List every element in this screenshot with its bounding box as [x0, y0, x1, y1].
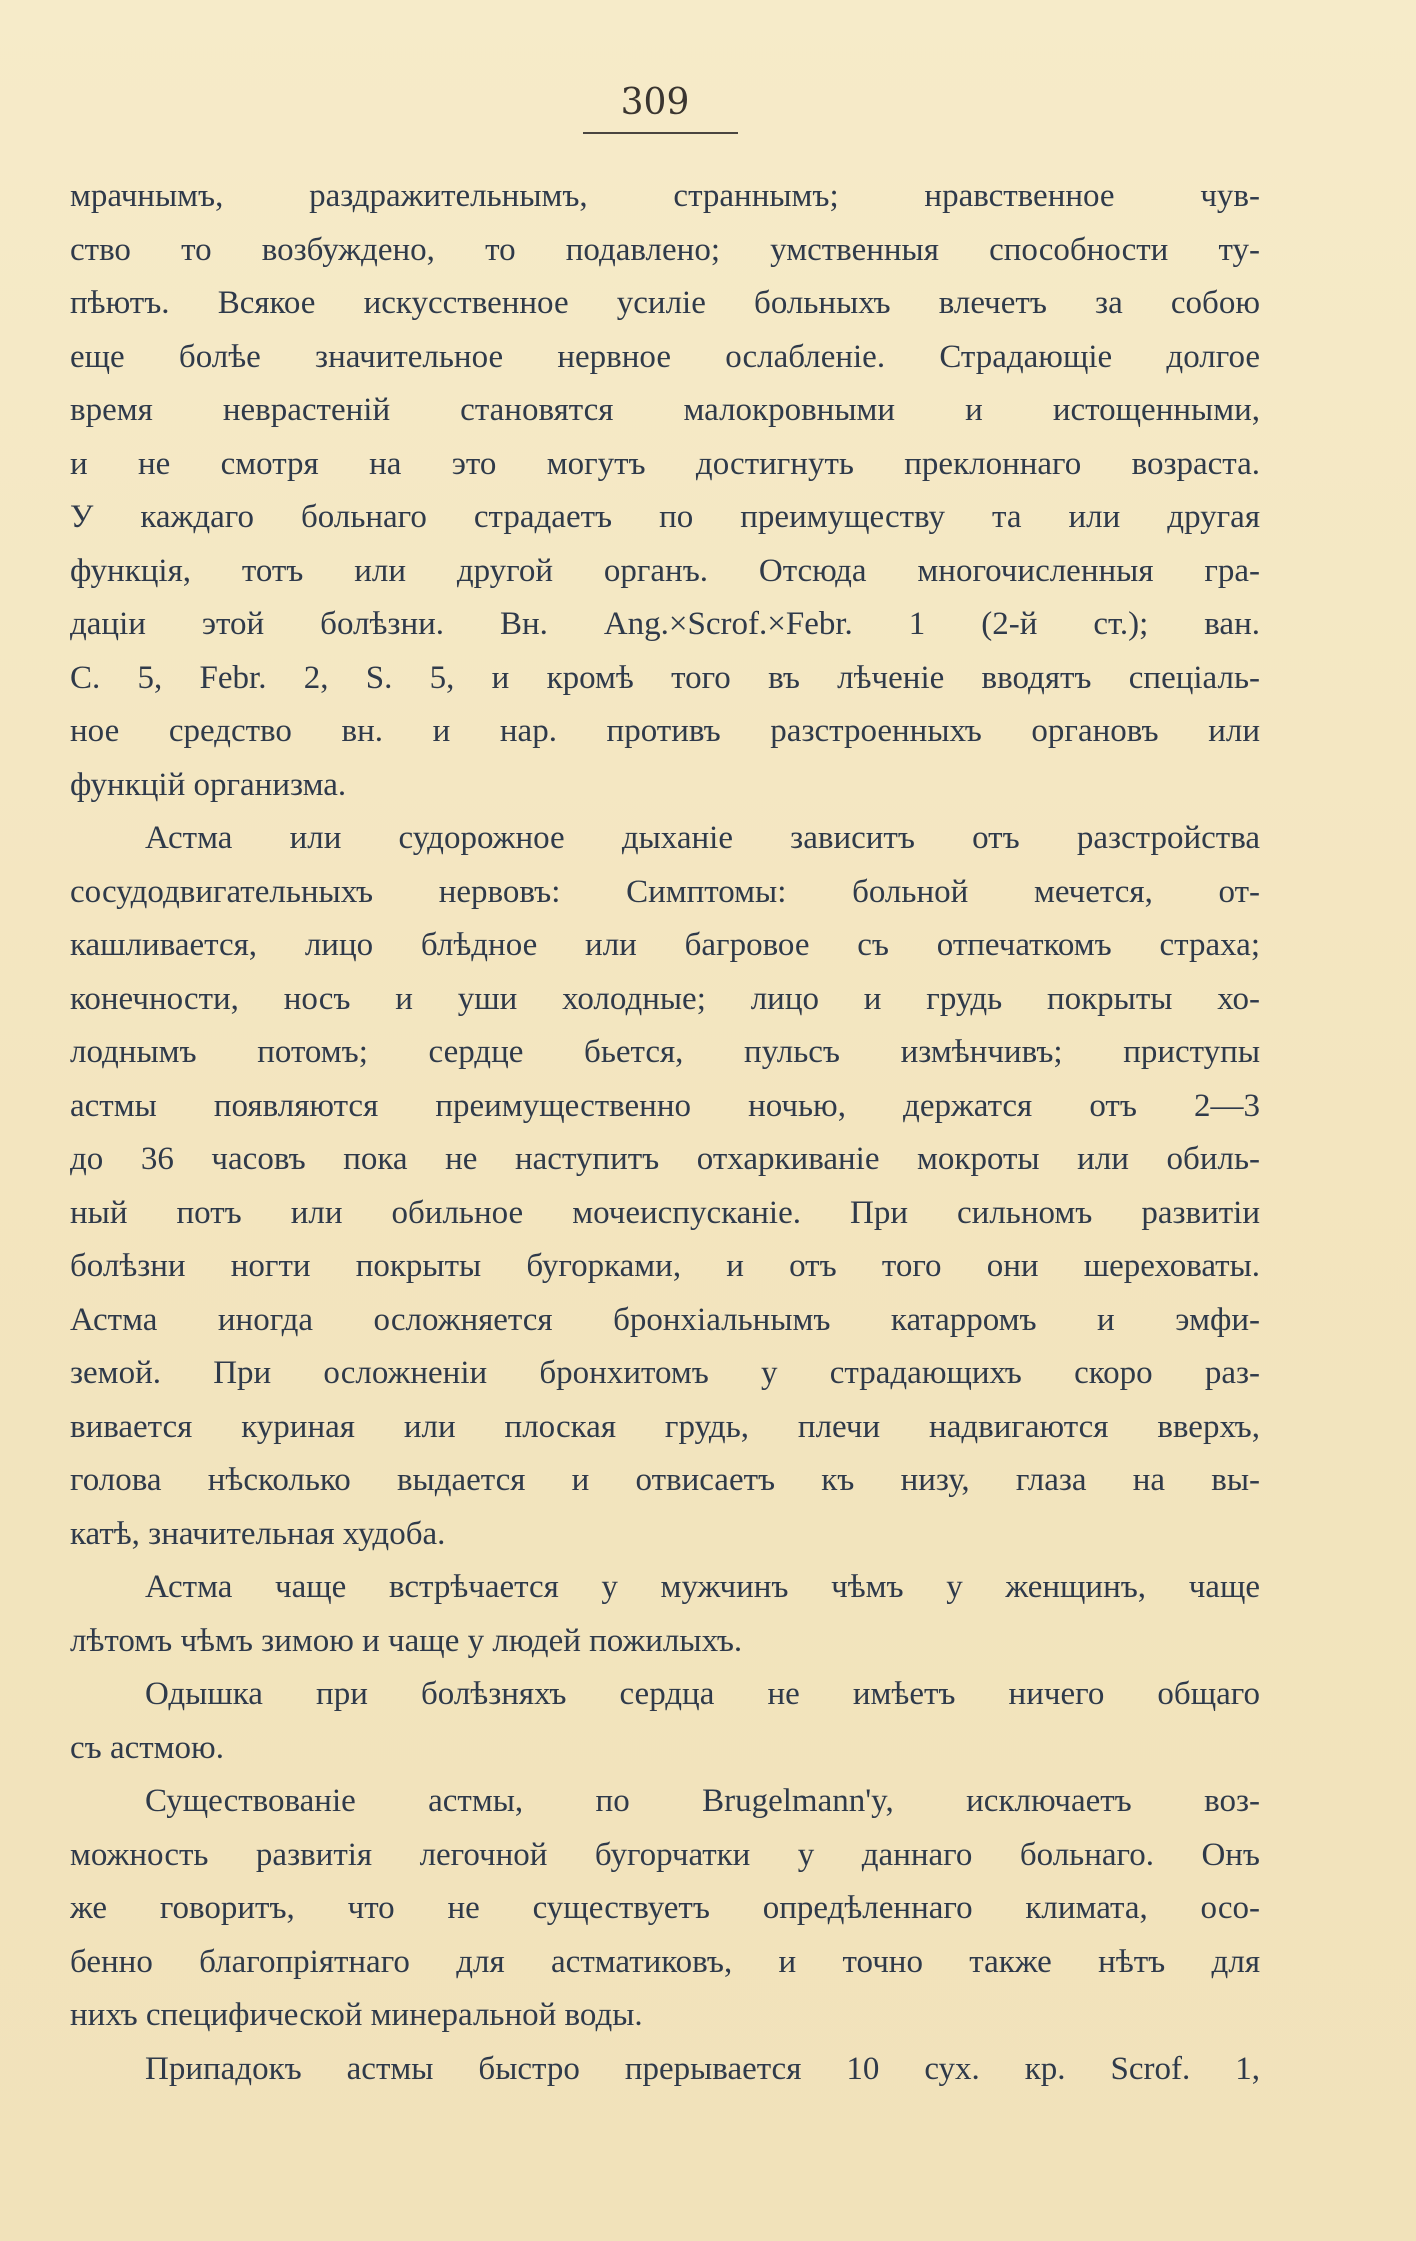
paragraph-start-line: Астма или судорожное дыханіе зависитъ отъ разстройства	[145, 820, 1260, 856]
text-line: до 36 часовъ пока не наступитъ отхаркиваніе мокроты или обиль-	[70, 1141, 1260, 1177]
text-line: конечности, носъ и уши холодные; лицо и грудь покрыты хо-	[70, 980, 1260, 1017]
text-line: даціи этой болѣзни. Вн. Ang.×Scrof.×Febr. 1 (2-й ст.); ван.	[70, 606, 1260, 642]
text-line: пѣютъ. Всякое искусственное усиліе больныхъ влечетъ за собою	[70, 285, 1260, 321]
text-line: Астма иногда осложняется бронхіальнымъ катарромъ и эмфи-	[70, 1301, 1260, 1338]
text-line: земой. При осложненіи бронхитомъ у страдающихъ скоро раз-	[70, 1355, 1260, 1391]
text-line: время неврастеній становятся малокровными и истощенными,	[70, 392, 1260, 428]
text-line: ный потъ или обильное мочеиспусканіе. При сильномъ развитіи	[70, 1194, 1260, 1231]
page-number: 309	[620, 82, 690, 123]
paragraph-start-line: Припадокъ астмы быстро прерывается 10 сух. кр. Scrof. 1,	[145, 2050, 1260, 2087]
paragraph-start-line: Одышка при болѣзняхъ сердца не имѣетъ ничего общаго	[145, 1676, 1260, 1712]
text-line: катѣ, значительная худоба.	[70, 1515, 446, 1552]
paragraph-start-line: Существованіе астмы, по Brugelmann'y, исключаетъ воз-	[145, 1783, 1260, 1819]
text-line: астмы появляются преимущественно ночью, держатся отъ 2—3	[70, 1087, 1260, 1124]
text-line: функція, тотъ или другой органъ. Отсюда многочисленныя гра-	[70, 552, 1260, 589]
text-line: кашливается, лицо блѣдное или багровое съ отпечаткомъ страха;	[70, 927, 1260, 963]
paragraph-start-line: Астма чаще встрѣчается у мужчинъ чѣмъ у женщинъ, чаще	[145, 1569, 1260, 1605]
body-text	[70, 170, 1260, 2096]
text-line: вивается куриная или плоская грудь, плечи надвигаются вверхъ,	[70, 1408, 1260, 1445]
text-line: сосудодвигательныхъ нервовъ: Симптомы: больной мечется, от-	[70, 873, 1260, 910]
text-line: У каждаго больнаго страдаетъ по преимуществу та или другая	[70, 499, 1260, 535]
text-line: съ астмою.	[70, 1729, 224, 1766]
text-line: болѣзни ногти покрыты бугорками, и отъ того они шереховаты.	[70, 1248, 1260, 1284]
text-line: можность развитія легочной бугорчатки у даннаго больнаго. Онъ	[70, 1836, 1260, 1873]
text-line: голова нѣсколько выдается и отвисаетъ къ низу, глаза на вы-	[70, 1462, 1260, 1498]
text-line: функцій организма.	[70, 766, 347, 803]
text-line: нихъ специфической минеральной воды.	[70, 1997, 643, 2033]
text-line: лоднымъ потомъ; сердце бьется, пульсъ измѣнчивъ; приступы	[70, 1034, 1260, 1070]
text-line: же говоритъ, что не существуетъ опредѣленнаго климата, осо-	[70, 1890, 1260, 1926]
text-line: мрачнымъ, раздражительнымъ, страннымъ; нравственное чув-	[70, 178, 1260, 214]
text-line: лѣтомъ чѣмъ зимою и чаще у людей пожилыхъ.	[70, 1622, 743, 1659]
text-line: и не смотря на это могутъ достигнуть преклоннаго возраста.	[70, 445, 1260, 482]
text-line: бенно благопріятнаго для астматиковъ, и точно также нѣтъ для	[70, 1943, 1260, 1980]
text-line: ное средство вн. и нар. противъ разстроенныхъ органовъ или	[70, 713, 1260, 749]
text-line: еще болѣе значительное нервное ослабленіе. Страдающіе долгое	[70, 338, 1260, 375]
text-line: ство то возбуждено, то подавлено; умственныя способности ту-	[70, 231, 1260, 268]
page-number-rule	[583, 132, 738, 134]
text-line: C. 5, Febr. 2, S. 5, и кромѣ того въ лѣченіе вводятъ спеціаль-	[70, 659, 1260, 696]
